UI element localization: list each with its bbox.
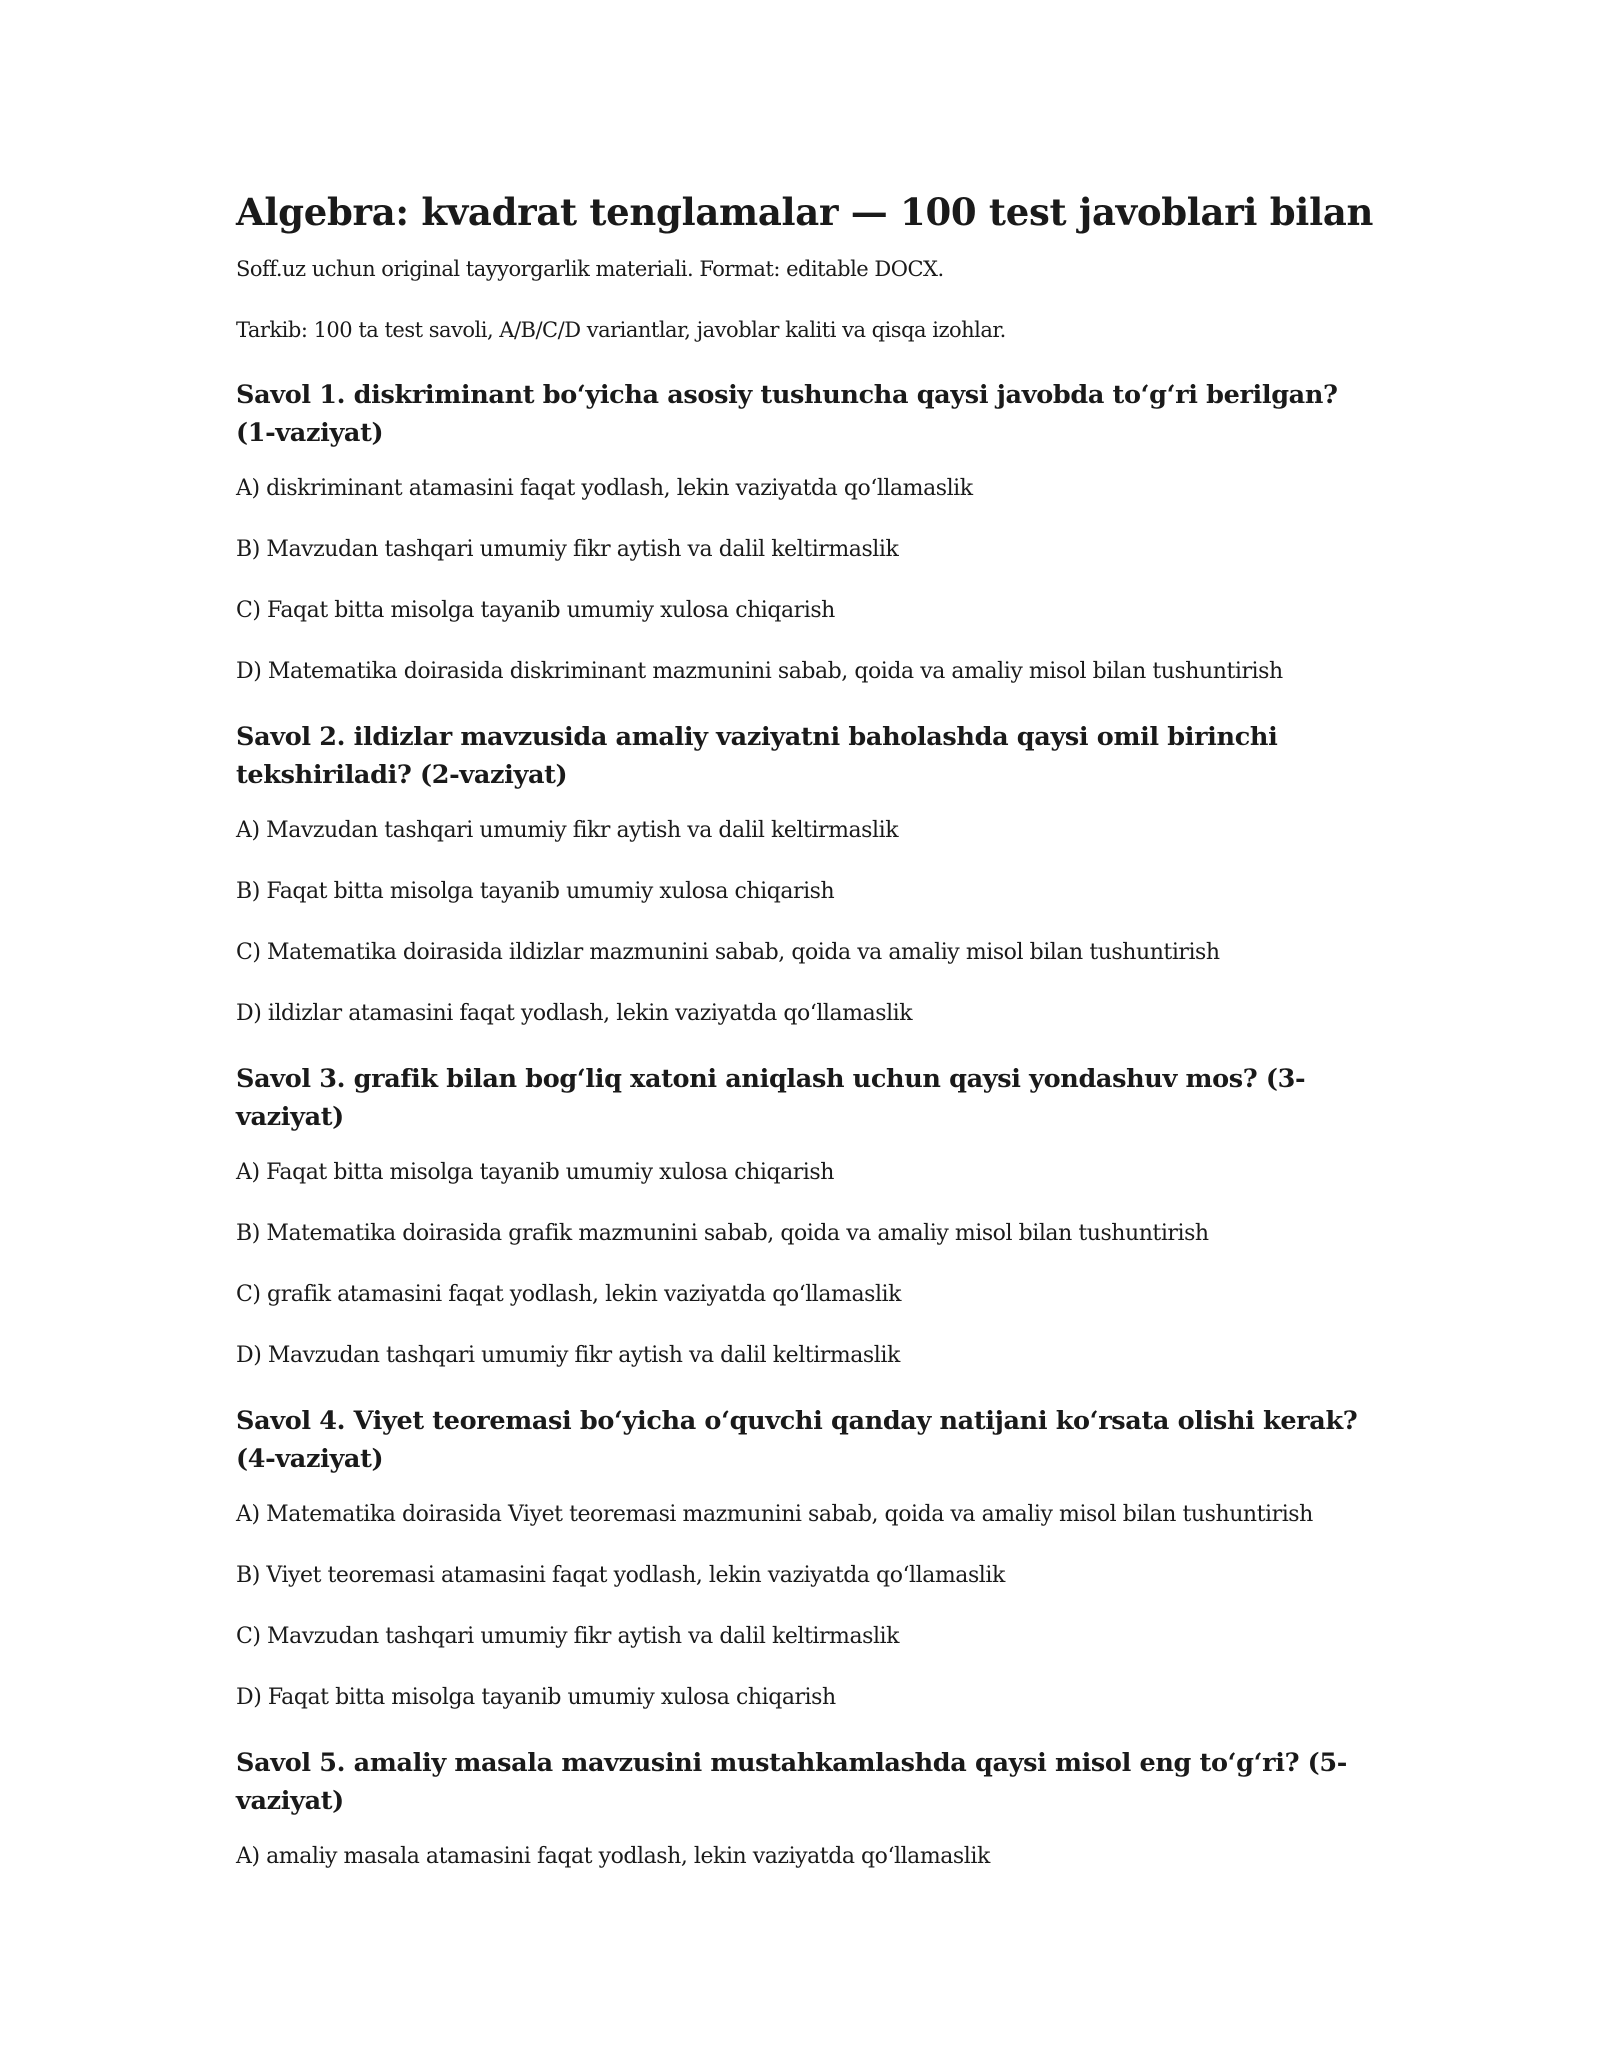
option-b: B) Matematika doirasida grafik mazmunini sabab, qoida va amaliy misol bilan tushuntirish: [236, 1221, 1209, 1246]
intro-text: Soff.uz uchun original tayyorgarlik materiali. Format: editable DOCX.: [236, 257, 944, 281]
option-b: B) Viyet teoremasi atamasini faqat yodlash, lekin vaziyatda qo‘llamaslik: [236, 1563, 1005, 1588]
question-title: Savol 1. diskriminant bo‘yicha asosiy tushuncha qaysi javobda to‘g‘ri berilgan? (1-vaziyat): [236, 380, 1338, 448]
option-c: C) Faqat bitta misolga tayanib umumiy xulosa chiqarish: [236, 598, 835, 623]
option-b: B) Mavzudan tashqari umumiy fikr aytish va dalil keltirmaslik: [236, 537, 899, 562]
question-title: Savol 4. Viyet teoremasi bo‘yicha o‘quvchi qanday natijani ko‘rsata olishi kerak? (4-vaziyat): [236, 1406, 1358, 1474]
question-5: [236, 1744, 1376, 1872]
question-title: Savol 5. amaliy masala mavzusini mustahkamlashda qaysi misol eng to‘g‘ri? (5-vaziyat): [236, 1748, 1348, 1816]
option-d: D) Mavzudan tashqari umumiy fikr aytish va dalil keltirmaslik: [236, 1343, 900, 1368]
option-d: D) ildizlar atamasini faqat yodlash, lekin vaziyatda qo‘llamaslik: [236, 1001, 913, 1026]
option-c: C) Matematika doirasida ildizlar mazmunini sabab, qoida va amaliy misol bilan tushuntirish: [236, 940, 1220, 965]
option-b: B) Faqat bitta misolga tayanib umumiy xulosa chiqarish: [236, 879, 835, 904]
option-c: C) grafik atamasini faqat yodlash, lekin vaziyatda qo‘llamaslik: [236, 1282, 902, 1307]
question-2: [236, 718, 1376, 1029]
option-a: A) Mavzudan tashqari umumiy fikr aytish va dalil keltirmaslik: [236, 818, 899, 843]
question-4: [236, 1402, 1376, 1713]
question-1: [236, 376, 1376, 687]
option-a: A) Matematika doirasida Viyet teoremasi mazmunini sabab, qoida va amaliy misol bilan tushuntirish: [236, 1502, 1313, 1527]
contents-text: Tarkib: 100 ta test savoli, A/B/C/D variantlar, javoblar kaliti va qisqa izohlar.: [236, 318, 1006, 342]
option-d: D) Matematika doirasida diskriminant mazmunini sabab, qoida va amaliy misol bilan tushuntirish: [236, 659, 1283, 684]
option-a: A) Faqat bitta misolga tayanib umumiy xulosa chiqarish: [236, 1160, 834, 1185]
option-a: A) amaliy masala atamasini faqat yodlash, lekin vaziyatda qo‘llamaslik: [236, 1844, 990, 1869]
option-c: C) Mavzudan tashqari umumiy fikr aytish va dalil keltirmaslik: [236, 1624, 900, 1649]
question-3: [236, 1060, 1376, 1371]
document-title: Algebra: kvadrat tenglamalar — 100 test javoblari bilan: [236, 190, 1374, 234]
document-page: [236, 184, 1376, 1903]
question-title: Savol 2. ildizlar mavzusida amaliy vaziyatni baholashda qaysi omil birinchi tekshiriladi? (2-vaziyat): [236, 722, 1278, 790]
option-a: A) diskriminant atamasini faqat yodlash, lekin vaziyatda qo‘llamaslik: [236, 476, 973, 501]
question-title: Savol 3. grafik bilan bog‘liq xatoni aniqlash uchun qaysi yondashuv mos? (3-vaziyat): [236, 1064, 1306, 1132]
option-d: D) Faqat bitta misolga tayanib umumiy xulosa chiqarish: [236, 1685, 836, 1710]
